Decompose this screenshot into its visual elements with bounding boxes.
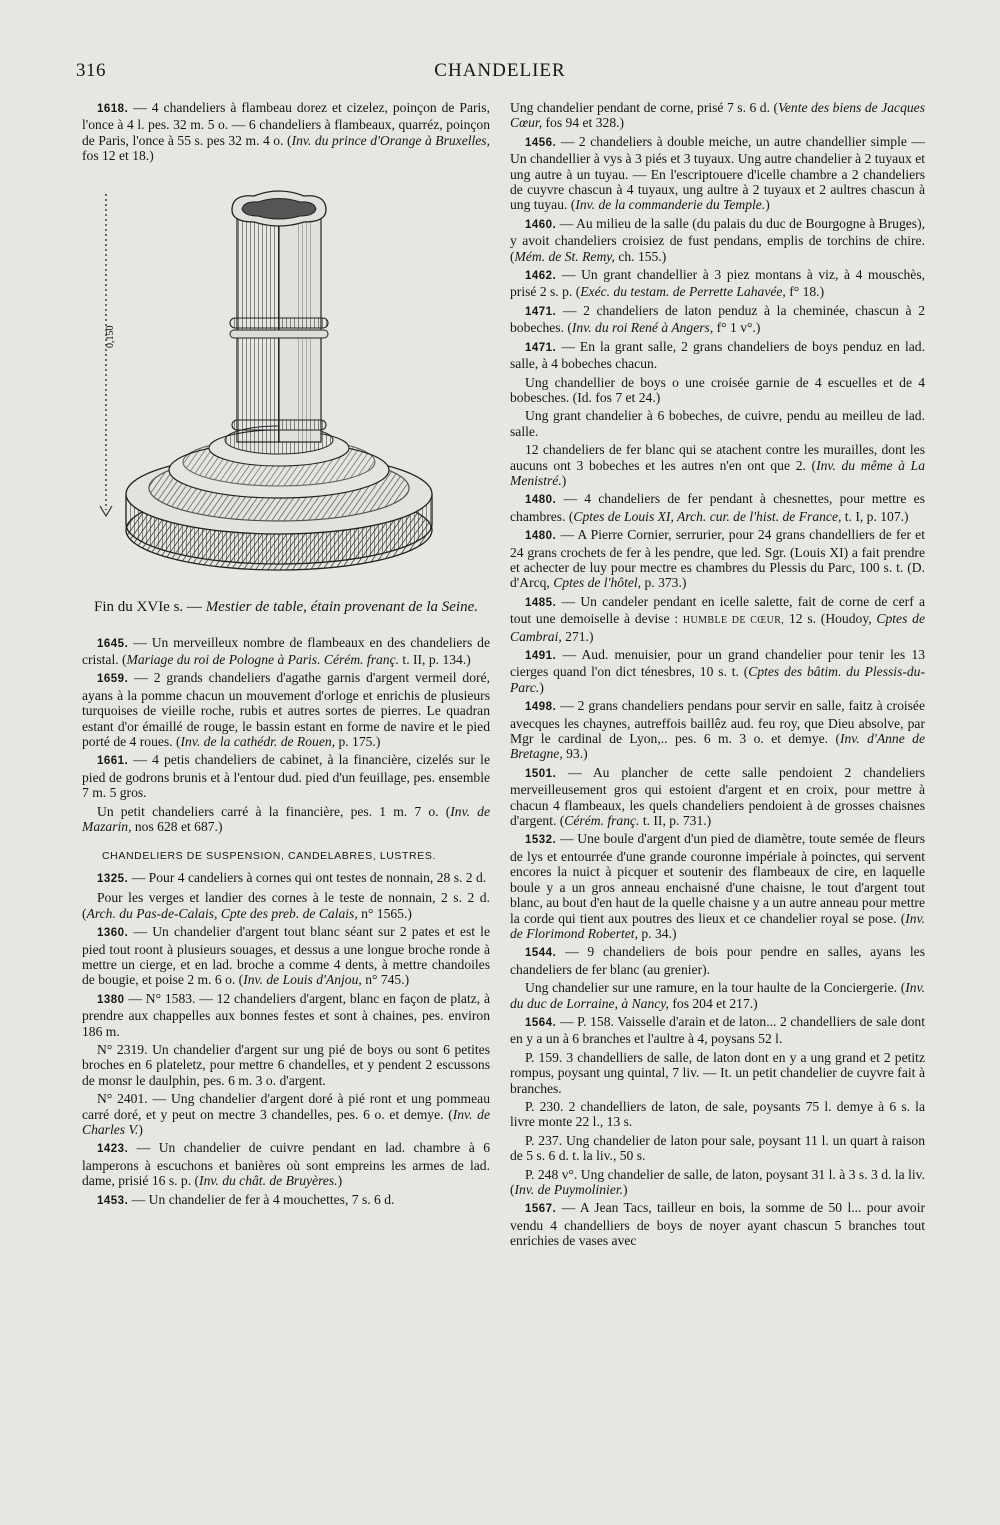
running-head: CHANDELIER xyxy=(434,60,566,81)
entry-source: Inv. de Puymolinier. xyxy=(514,1182,623,1197)
entry-tail: 93.) xyxy=(562,746,588,762)
entry-source: Inv. du roi René à Angers, xyxy=(571,320,714,336)
figure-caption xyxy=(82,598,490,617)
entry-year: 1480. xyxy=(525,530,557,543)
entry-source: Inv. d'Anne de Bretagne, xyxy=(510,731,925,762)
entry-text: — 4 chandeliers de fer pendant à chesnettes, pour mettre es chambres. ( xyxy=(510,491,925,524)
entry-tail: p. 373.) xyxy=(641,575,687,591)
entry-1564 xyxy=(510,1014,925,1047)
entry-text: — 2 chandeliers de laton penduz à la cheminée, chascun à 2 bobeches. ( xyxy=(510,302,925,336)
entry-tail: p. 34.) xyxy=(638,925,677,941)
entry-source: Cptes des bâtim. du Plessis-du-Parc. xyxy=(510,664,926,695)
entry-source: Cérém. franç. xyxy=(564,813,640,829)
entry-text: N° 2401. — Ung chandelier d'argent doré à pié ront et ung pommeau carré doré, et y peut on mectre 3 chandelles, pes. 6 o. et demye. ( xyxy=(82,1091,490,1122)
entry-tail: 271.) xyxy=(561,628,594,644)
entry-tail: t. I, p. 107.) xyxy=(841,508,909,524)
entry-tail: ) xyxy=(561,472,567,488)
entry-year: 1567. xyxy=(525,1203,557,1216)
entry-1471-b xyxy=(510,339,925,372)
entry-year: 1325. xyxy=(97,872,129,885)
section-heading: CHANDELIERS DE SUSPENSION, CANDELABRES, LUSTRES. xyxy=(102,849,436,862)
entry-source: Inv. du prince d'Orange à Bruxelles, xyxy=(291,132,490,148)
entry-1491 xyxy=(510,647,925,695)
entry-1471-c xyxy=(510,375,925,406)
entry-1645 xyxy=(82,635,490,668)
entry-1380 xyxy=(82,991,490,1039)
entry-1325 xyxy=(82,870,490,887)
entry-source: Exéc. du testam. de Perrette Lahavée, xyxy=(580,284,786,300)
entry-tail: fos 204 et 217.) xyxy=(668,995,758,1011)
entry-tail: f° 1 v°.) xyxy=(713,320,761,336)
entry-text: N° 2319. Un chandelier d'argent sur ung pié de boys ou sont 6 petites broches en 6 plateletz, pour mettre 6 chandelles, et y pendent 2 escussons de monsr le daulphin, pes. 6 m. 3 o. d'argent. xyxy=(82,1041,490,1088)
entry-source: Cptes de Cambrai, xyxy=(510,611,925,644)
entry-1380-2401 xyxy=(82,1091,490,1137)
entry-text: P. 248 v°. Ung chandelier de salle, de laton, poysant 31 l. à 3 s. 3 d. la liv. ( xyxy=(510,1166,925,1197)
candlestick-figure xyxy=(82,172,490,592)
entry-1453 xyxy=(82,1192,490,1209)
entry-text: — 4 petis chandeliers de cabinet, à la financière, cizelés sur le pied de godrons brunis et à l'entour dud. pied d'un feuillage, pes. ensemble 7 m. 5 gros. xyxy=(82,752,490,801)
entry-text: Ung chandelier pendant de corne, prisé 7 s. 6 d. ( xyxy=(510,100,779,115)
entry-source: Inv. de Louis d'Anjou, xyxy=(243,972,362,988)
entry-text: — Une boule d'argent d'un pied de diamètre, toute semée de fleurs de lys et entourrée d'une grande couronne impériale à poinctes, qui servent encores la nuict à picquer et soutenir des flambeaux de cire, en laquelle boule y a un gros anneau enchaisné d'une chaisne, le tout d'argent tout blanc, au bout d'en haut de la quelle chaisne y a un autre anneau pour mettre la corde qui tient aux poutres des lieux et ce chandelier royal se pose. ( xyxy=(510,831,925,926)
entry-text: 12 chandeliers de fer blanc qui se atachent contre les murailles, dont les aucuns ont 3 bobeches et les autres n'en ont que 2. ( xyxy=(510,442,925,473)
entry-1564-p230 xyxy=(510,1099,925,1130)
entry-year: 1471. xyxy=(525,305,557,318)
entry-year: 1564. xyxy=(525,1016,557,1029)
entry-text: P. 159. 3 chandelliers de salle, de laton dont en y a ung grand et 2 petitz rompus, poysant ung quintal, 7 liv. — It. un petit chandelier de cuyvre fait à branches. xyxy=(510,1049,925,1096)
entry-year: 1460. xyxy=(525,218,557,231)
entry-source: Inv. du chât. de Bruyères. xyxy=(199,1173,338,1189)
entry-tail: ) xyxy=(623,1182,628,1197)
entry-1532 xyxy=(510,831,925,941)
entry-tail: ) xyxy=(539,679,544,695)
entry-text: P. 237. Ung chandelier de laton pour sale, poysant 11 l. un quart à raison de 5 s. 6 d. t. la liv., 50 s. xyxy=(510,1132,925,1164)
entry-1480-a xyxy=(510,491,925,524)
entry-tail: ch. 155.) xyxy=(614,248,667,264)
entry-source: Cptes de Louis XI, Arch. cur. de l'hist. de France, xyxy=(573,508,842,524)
entry-1567 xyxy=(510,1200,925,1248)
entry-tail: nos 628 et 687.) xyxy=(131,819,223,835)
entry-1453-cont xyxy=(510,100,925,131)
entry-text: — Aud. menuisier, pour un grand chandelier pour tenir les 13 cierges quand l'on dict ténesbres, 10 s. t. ( xyxy=(510,647,925,680)
entry-1462 xyxy=(510,267,925,300)
entry-1564-p159 xyxy=(510,1050,925,1096)
entry-1661 xyxy=(82,752,490,800)
entry-source: Mém. de St. Remy, xyxy=(514,248,615,264)
entry-text: — N° 1583. — 12 chandeliers d'argent, blanc en façon de platz, à prendre aux chappelles aux bonnes festes et sont à chaines, pes. environ 186 m. xyxy=(82,990,491,1039)
entry-year: 1659. xyxy=(97,673,129,686)
entry-tail: p. 175.) xyxy=(335,734,381,750)
entry-tail: n° 745.) xyxy=(361,972,410,988)
entry-1360 xyxy=(82,924,490,988)
entry-tail: fos 12 et 18.) xyxy=(82,148,154,164)
entry-year: 1501. xyxy=(525,767,557,780)
entry-1498 xyxy=(510,698,925,762)
entry-year: 1532. xyxy=(525,834,557,847)
entry-year: 1462. xyxy=(525,270,557,283)
entry-1460 xyxy=(510,216,925,264)
entry-text: — 4 chandeliers à flambeau dorez et cizelez, poinçon de Paris, l'once à 4 l. pes. 32 m. 5 o. — 6 chandeliers à flambeaux, quarréz, poinçon de Paris, l'once à 55 s. pes 32 m. 4 o. ( xyxy=(82,100,490,148)
entry-source: Inv. de Florimond Robertet, xyxy=(510,910,925,941)
entry-tail: f° 18.) xyxy=(785,284,825,300)
entry-1380-2319 xyxy=(82,1042,490,1088)
right-column xyxy=(510,100,925,1252)
entry-source: Arch. du Pas-de-Calais, Cpte des preb. de Calais, xyxy=(86,905,358,921)
caption-date: Fin du XVIe s. — xyxy=(94,598,206,615)
page-number: 316 xyxy=(76,60,106,81)
entry-year: 1498. xyxy=(525,701,557,714)
entry-text: Ung chandellier de boys o une croisée garnie de 4 escuelles et de 4 bobesches. (Id. fos 7 et 24.) xyxy=(510,374,925,405)
entry-text: — A Pierre Cornier, serrurier, pour 24 grans chandelliers de fer et 24 grans crochets de fer à les pendre, que led. Sgr. (Louis XI) a fait prendre et achecter de luy pour mectre es chambres du Plessis du Parc, 100 s. t. (D. d'Arcq, xyxy=(510,527,925,591)
entry-1471-d xyxy=(510,408,925,439)
entry-1661-cont xyxy=(82,804,490,835)
entry-tail: n° 1565.) xyxy=(357,905,412,921)
entry-1564-p248 xyxy=(510,1167,925,1198)
entry-1659 xyxy=(82,670,490,749)
entry-year: 1380 xyxy=(97,993,125,1006)
entry-tail: ) xyxy=(337,1173,343,1189)
entry-text: — Un grant chandellier à 3 piez montans à viz, à 4 mouschès, prisé 2 s. p. ( xyxy=(510,267,926,300)
entry-tail: fos 94 et 328.) xyxy=(542,115,625,131)
entry-1471-e xyxy=(510,442,925,488)
entry-1564-p237 xyxy=(510,1133,925,1164)
entry-1544 xyxy=(510,944,925,977)
entry-year: 1456. xyxy=(525,136,557,149)
entry-1618 xyxy=(82,100,490,164)
entry-1423 xyxy=(82,1140,490,1188)
entry-year: 1485. xyxy=(525,596,557,609)
entry-source: Inv. du duc de Lorraine, à Nancy, xyxy=(510,980,925,1011)
candlestick-engraving xyxy=(82,172,490,592)
entry-1501 xyxy=(510,765,925,829)
entry-year: 1480. xyxy=(525,494,557,507)
entry-1471-a xyxy=(510,303,925,336)
entry-source: Inv. de la cathédr. de Rouen, xyxy=(180,734,336,750)
entry-year: 1491. xyxy=(525,650,557,662)
entry-source: Mariage du roi de Pologne à Paris. Cérém. franç. xyxy=(126,652,400,668)
entry-device: HUMBLE DE CŒUR, xyxy=(682,615,785,627)
entry-text: — 2 grans chandeliers pendans pour servir en salle, faitz à croisée avecques les chaynes, autreffois baillêz aud. feu roy, que Dieu absolve, par Mgr le cardinal de Lyon,.. pes. 6 m. 3 o. et demye. ( xyxy=(510,698,925,747)
left-column xyxy=(82,100,490,1212)
entry-tail: t. II, p. 134.) xyxy=(399,652,471,668)
entry-source: Inv. de Mazarin, xyxy=(82,803,490,835)
entry-1485 xyxy=(510,594,925,644)
entry-text: — 2 grands chandeliers d'agathe garnis d'argent vermeil doré, ayans à la pomme chacun un mouvement d'orloge et enrichis de plusieurs turquoises de vieille roche, rubis et autres sortes de pierres. Le quadran estant d'or émaillé de rouge, le bassin estant en forme de navire et le pied porté de 4 roues. ( xyxy=(82,670,490,750)
entry-text: — En la grant salle, 2 grans chandeliers de boys penduz en lad. salle, à 4 bobeches chacun. xyxy=(510,338,926,372)
entry-text: — Un chandelier d'argent tout blanc séant sur 2 pates et est le pied tout roont à plusieurs souages, et dessus a une longue broche ronde à mettre un cierge, et en lad. broche a comme 4 dents, à mettre chandoiles de bougie, et poise 2 m. 6 o. ( xyxy=(82,924,490,988)
entry-text: Pour les verges et landier des cornes à le teste de nonnain, 2 s. 2 d. ( xyxy=(82,890,490,921)
entry-1480-b xyxy=(510,527,925,591)
entry-text: — Au plancher de cette salle pendoient 2 chandeliers merveilleusement gros qui estoient d'argent et en croix, pour mettre à chacun 4 flambeaux, les quels chandeliers pendoient à de grosses chaisnes d'argent. ( xyxy=(510,764,925,829)
entry-text: — Un merveilleux nombre de flambeaux en des chandeliers de cristal. ( xyxy=(82,634,490,668)
entry-text: Un petit chandeliers carré à la financière, pes. 1 m. 7 o. ( xyxy=(97,803,451,819)
entry-1456 xyxy=(510,134,925,213)
entry-tail: ) xyxy=(765,197,770,213)
entry-text-2: 12 s. (Houdoy, xyxy=(784,611,877,627)
entry-year: 1453. xyxy=(97,1194,129,1207)
entry-text: Ung chandelier sur une ramure, en la tour haulte de la Conciergerie. ( xyxy=(525,980,906,996)
entry-1325-cont xyxy=(82,890,490,921)
entry-text: — Au milieu de la salle (du palais du duc de Bourgogne à Bruges), y avoit chandeliers croisiez de fust pendans, emplis de torchins de chire. ( xyxy=(510,215,925,264)
entry-text: — Un candeler pendant en icelle salette, fait de corne de cerf a tout une demoiselle à devise : xyxy=(510,593,925,627)
entry-text: — 9 chandeliers de bois pour pendre en salles, ayans les chandeliers de fer blanc (au grenier). xyxy=(510,944,925,977)
entry-source: Cptes de l'hôtel, xyxy=(553,575,642,591)
entry-text: — P. 158. Vaisselle d'arain et de laton... 2 chandelliers de sale dont en y a un à 6 branches et l'aultre à 4, poysans 52 l. xyxy=(510,1013,925,1047)
entry-tail: ) xyxy=(138,1122,143,1137)
scale-label: 0,150 xyxy=(105,325,116,348)
entry-source: Inv. du même à La Menistré. xyxy=(510,457,925,488)
entry-1544-cont xyxy=(510,980,925,1011)
entry-text: — Pour 4 candeliers à cornes qui ont testes de nonnain, 28 s. 2 d. xyxy=(131,869,487,885)
entry-source: Vente des biens de Jacques Cœur, xyxy=(510,100,925,131)
entry-year: 1471. xyxy=(525,341,557,354)
entry-year: 1423. xyxy=(97,1143,129,1156)
entry-text: — 2 chandeliers à double meiche, un autre chandellier simple — Un chandellier à vys à 3 piés et 3 tuyaux. Ung autre chandelier à 2 tuyaux et ung autre à un tuyau. — En l'escriptouere d'icelle chambre a 2 chandeliers de cuyvre chascun à 4 tuyaux, ung aultre à 2 tuyaux et 2 aultres chascun à ung tuyau. ( xyxy=(510,133,925,213)
caption-title: Mestier de table, étain provenant de la Seine. xyxy=(205,598,478,615)
entry-year: 1618. xyxy=(97,103,129,115)
entry-text: Ung grant chandelier à 6 bobeches, de cuivre, pendu au meilleu de lad. salle. xyxy=(510,408,925,439)
entry-year: 1544. xyxy=(525,947,557,960)
entry-text: — Un chandelier de cuivre pendant en lad. chambre à 6 lamperons à escuchons et banières où sont empreins les armes de lad. dame, prisié 16 s. p. ( xyxy=(82,1140,490,1189)
entry-text: P. 230. 2 chandelliers de laton, de sale, poysants 75 l. demye à 6 s. la livre monte 22 l., 13 s. xyxy=(510,1098,925,1130)
entry-year: 1360. xyxy=(97,927,129,940)
entry-year: 1661. xyxy=(97,755,129,768)
entry-tail: t. II, p. 731.) xyxy=(639,813,712,829)
entry-source: Inv. de Charles V. xyxy=(82,1106,490,1137)
entry-text: — A Jean Tacs, tailleur en bois, la somme de 50 l... pour avoir vendu 4 chandelliers de boys de noyer ayant chascun 5 branches tout enrichies de vases avec xyxy=(510,1200,925,1249)
entry-source: Inv. de la commanderie du Temple. xyxy=(575,197,766,213)
entry-year: 1645. xyxy=(97,637,129,650)
entry-text: — Un chandelier de fer à 4 mouchettes, 7 s. 6 d. xyxy=(131,1191,395,1207)
